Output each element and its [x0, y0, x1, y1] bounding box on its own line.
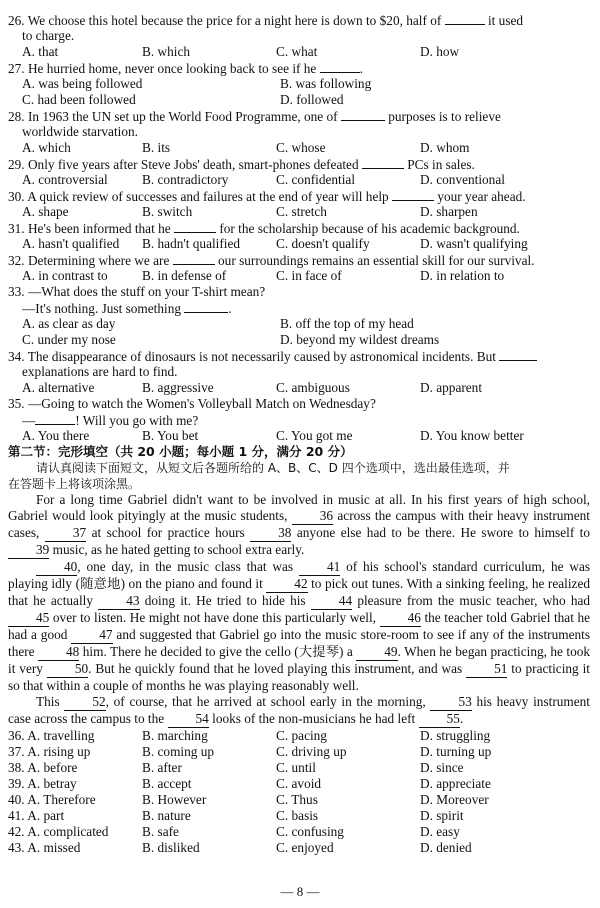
cloze-option-row	[8, 760, 590, 776]
cloze-option-row	[8, 808, 590, 824]
cloze-blank: 53	[430, 694, 471, 711]
question-stem-cont: to charge.	[22, 28, 75, 43]
option-row	[8, 92, 590, 108]
question-stem-tail: ! Will you go with me?	[75, 413, 199, 428]
option-row	[8, 332, 590, 348]
option-row	[8, 316, 590, 332]
option-a: 37. A. rising up	[8, 744, 91, 759]
question-stem-tail: PCs in sales.	[407, 157, 475, 172]
option-a: 41. A. part	[8, 808, 65, 823]
question-32	[8, 252, 590, 284]
cloze-blank: 52	[64, 694, 105, 711]
option-c: C. doesn't qualify	[276, 236, 370, 251]
passage-text: over to listen. He might not have done this particularly well,	[52, 610, 376, 625]
answer-blank	[173, 252, 215, 265]
cloze-blank: 47	[71, 627, 112, 644]
question-stem-cont: explanations are hard to find.	[22, 364, 178, 379]
answer-blank	[392, 188, 434, 201]
option-c: C. had been followed	[22, 92, 136, 107]
option-a: 39. A. betray	[8, 776, 77, 791]
answer-blank	[499, 348, 537, 361]
option-b: B. its	[142, 140, 171, 155]
passage-text: , of course, that he arrived at school early in the morning,	[105, 694, 426, 709]
answer-blank	[184, 300, 228, 313]
option-a: A. as clear as day	[22, 316, 116, 331]
option-a: 42. A. complicated	[8, 824, 109, 839]
passage-text: anyone else had to be there. He swore to himself to	[296, 525, 591, 540]
option-row	[8, 76, 590, 92]
cloze-option-row	[8, 744, 590, 760]
question-stem: He's been informed that he	[27, 221, 171, 236]
question-stem: Only five years after Steve Jobs' death, smart-phones defeated	[27, 157, 359, 172]
question-30	[8, 188, 590, 220]
option-a: 36. A. travelling	[8, 728, 95, 743]
option-a: 38. A. before	[8, 760, 78, 775]
question-26	[8, 12, 590, 60]
option-c: C. enjoyed	[276, 840, 334, 855]
question-stem-tail: your year ahead.	[437, 189, 526, 204]
passage-text: music, as he hated getting to school extra early.	[52, 542, 305, 557]
option-b: B. disliked	[142, 840, 200, 855]
option-d: D. sharpen	[420, 204, 478, 219]
passage-text: . But he quickly found that he loved playing this instrument, and was	[88, 661, 463, 676]
option-d: D. Moreover	[420, 792, 489, 807]
question-stem-tail: for the scholarship because of his academic background.	[219, 221, 520, 236]
cloze-blank: 45	[8, 610, 49, 627]
question-27	[8, 60, 590, 108]
passage-text: him. There he decided to give the cello (大提琴) a	[82, 644, 353, 659]
question-stem: —Going to watch the Women's Volleyball Match on Wednesday?	[27, 396, 376, 411]
question-stem: Determining where we are	[27, 253, 170, 268]
exam-page	[8, 12, 590, 856]
passage-text: of his school's standard curriculum, he was playing idly (随意地) on the piano and found it	[8, 559, 591, 591]
cloze-option-row	[8, 792, 590, 808]
cloze-blank: 41	[299, 559, 340, 576]
question-number: 34.	[8, 349, 25, 364]
question-stem-tail: .	[359, 61, 363, 76]
section-instructions: 请认真阅读下面短文，从短文后各题所给的 A、B、C、D 四个选项中，选出最佳选项，并	[36, 461, 510, 475]
option-d: D. conventional	[420, 172, 505, 187]
option-d: D. how	[420, 44, 460, 59]
answer-blank	[341, 108, 385, 121]
question-31	[8, 220, 590, 252]
paragraph-1	[8, 492, 590, 559]
cloze-option-row	[8, 840, 590, 856]
option-c: C. Thus	[276, 792, 318, 807]
cloze-option-row	[8, 728, 590, 744]
option-b: B. aggressive	[142, 380, 214, 395]
option-row	[8, 428, 590, 444]
passage-text: , one day, in the music class that was	[77, 559, 294, 574]
option-d: D. wasn't qualifying	[420, 236, 528, 251]
question-stem: —What does the stuff on your T-shirt mean?	[27, 284, 266, 299]
option-b: B. off the top of my head	[280, 316, 414, 331]
answer-blank	[320, 60, 360, 73]
option-a: A. that	[22, 44, 59, 59]
question-number: 27.	[8, 61, 25, 76]
cloze-blank: 43	[98, 593, 139, 610]
option-row	[8, 380, 590, 396]
option-d: D. You know better	[420, 428, 524, 443]
paragraph-2	[8, 559, 590, 694]
passage-text: across the campus with their heavy instrument cases,	[8, 508, 590, 540]
passage-text: looks of the non-musicians he had left	[212, 711, 416, 726]
question-28	[8, 108, 590, 156]
option-row	[8, 140, 590, 156]
dialogue-dash: —	[22, 413, 36, 428]
question-number: 28.	[8, 109, 25, 124]
option-b: B. hadn't qualified	[142, 236, 241, 251]
question-stem-cont: worldwide starvation.	[22, 124, 138, 139]
option-a: 40. A. Therefore	[8, 792, 96, 807]
option-b: B. marching	[142, 728, 208, 743]
answer-blank	[445, 12, 485, 25]
passage-text: .	[459, 711, 464, 726]
option-a: A. controversial	[22, 172, 108, 187]
question-number: 31.	[8, 221, 25, 236]
cloze-blank: 54	[168, 711, 209, 728]
option-b: B. contradictory	[142, 172, 229, 187]
option-d: D. whom	[420, 140, 470, 155]
cloze-passage	[8, 492, 590, 728]
section-title: 第二节：完形填空（共 20 小题；每小题 1 分，满分 20 分）	[8, 444, 353, 459]
passage-text: doing it. He tried to hide his	[144, 593, 306, 608]
option-b: B. was following	[280, 76, 372, 91]
question-33	[8, 284, 590, 348]
cloze-blank: 38	[250, 525, 291, 542]
question-number: 30.	[8, 189, 25, 204]
passage-text: pleasure from the music teacher, who had	[357, 593, 591, 608]
question-stem-tail: purposes is to relieve	[388, 109, 501, 124]
option-row	[8, 268, 590, 284]
question-35	[8, 396, 590, 444]
cloze-blank: 48	[38, 644, 79, 661]
passage-text: his heavy instrument case across the campus to the	[8, 694, 590, 726]
question-number: 33.	[8, 284, 25, 299]
question-stem-tail: it used	[487, 13, 524, 28]
question-29	[8, 156, 590, 188]
cloze-blank: 46	[380, 610, 421, 627]
option-a: A. hasn't qualified	[22, 236, 120, 251]
option-c: C. whose	[276, 140, 326, 155]
question-stem: He hurried home, never once looking back to see if he	[27, 61, 317, 76]
option-c: C. avoid	[276, 776, 322, 791]
passage-text: at school for practice hours	[91, 525, 245, 540]
passage-text: to pick out tunes. With a sinking feeling, he realized that he actually	[8, 576, 591, 608]
option-c: C. ambiguous	[276, 380, 350, 395]
option-a: A. in contrast to	[22, 268, 108, 283]
option-a: A. shape	[22, 204, 69, 219]
option-c: C. driving up	[276, 744, 347, 759]
option-b: B. after	[142, 760, 182, 775]
option-b: B. switch	[142, 204, 193, 219]
option-d: D. followed	[280, 92, 344, 107]
option-c: C. pacing	[276, 728, 327, 743]
option-a: A. was being followed	[22, 76, 143, 91]
answer-blank	[35, 412, 75, 425]
option-d: D. in relation to	[420, 268, 505, 283]
question-stem-tail: our surroundings remains an essential skill for our survival.	[218, 253, 535, 268]
option-b: B. which	[142, 44, 191, 59]
option-b: B. coming up	[142, 744, 215, 759]
question-number: 35.	[8, 396, 25, 411]
cloze-blank: 39	[8, 542, 49, 559]
option-d: D. appreciate	[420, 776, 491, 791]
option-c: C. until	[276, 760, 316, 775]
cloze-blank: 49	[356, 644, 397, 661]
question-stem: A quick review of successes and failures at the end of year will help	[27, 189, 389, 204]
page-number: — 8 —	[280, 884, 320, 899]
option-row	[8, 204, 590, 220]
option-d: D. since	[420, 760, 464, 775]
cloze-blank: 37	[45, 525, 86, 542]
cloze-options	[8, 728, 590, 856]
question-stem: We choose this hotel because the price for a night here is down to $20, half of	[27, 13, 442, 28]
option-row	[8, 236, 590, 252]
question-number: 29.	[8, 157, 25, 172]
cloze-blank: 44	[311, 593, 352, 610]
answer-blank	[174, 220, 216, 233]
question-stem-tail: .	[228, 301, 232, 316]
option-c: C. confusing	[276, 824, 344, 839]
option-b: B. in defense of	[142, 268, 227, 283]
cloze-blank: 51	[466, 661, 507, 678]
answer-blank	[362, 156, 404, 169]
passage-text: to practicing it so that within a couple of months he was playing reasonably well.	[8, 661, 590, 693]
option-d: D. beyond my wildest dreams	[280, 332, 440, 347]
option-c: C. confidential	[276, 172, 356, 187]
passage-text: For a long time Gabriel didn't want to be involved in music at all. In his first years of high school, Gabriel would look pityingly at the music students,	[8, 492, 590, 523]
option-c: C. in face of	[276, 268, 342, 283]
option-a: A. You there	[22, 428, 90, 443]
option-d: D. denied	[420, 840, 472, 855]
paragraph-3	[8, 694, 590, 728]
cloze-option-row	[8, 776, 590, 792]
cloze-blank: 36	[292, 508, 333, 525]
option-b: B. safe	[142, 824, 179, 839]
cloze-option-row	[8, 824, 590, 840]
option-d: D. turning up	[420, 744, 492, 759]
passage-text: . When he began practicing, he took it very	[8, 644, 591, 676]
cloze-blank: 55	[419, 711, 460, 728]
option-c: C. basis	[276, 808, 319, 823]
passage-text: This	[36, 694, 60, 709]
option-row	[8, 44, 590, 60]
option-d: D. spirit	[420, 808, 464, 823]
option-b: B. nature	[142, 808, 191, 823]
question-number: 32.	[8, 253, 25, 268]
option-c: C. You got me	[276, 428, 353, 443]
option-d: D. easy	[420, 824, 460, 839]
question-stem: In 1963 the UN set up the World Food Programme, one of	[27, 109, 338, 124]
option-c: C. stretch	[276, 204, 327, 219]
question-34	[8, 348, 590, 396]
option-c: C. what	[276, 44, 318, 59]
option-d: D. struggling	[420, 728, 491, 743]
option-b: B. accept	[142, 776, 192, 791]
option-b: B. You bet	[142, 428, 199, 443]
option-a: A. alternative	[22, 380, 95, 395]
option-d: D. apparent	[420, 380, 483, 395]
question-stem-cont: —It's nothing. Just something	[22, 301, 182, 316]
cloze-blank: 50	[47, 661, 88, 678]
passage-text: the teacher told Gabriel that he had a good	[8, 610, 591, 642]
section-instructions-cont: 在答题卡上将该项涂黑。	[8, 477, 141, 491]
option-b: B. However	[142, 792, 207, 807]
option-row	[8, 172, 590, 188]
option-a: 43. A. missed	[8, 840, 81, 855]
cloze-blank: 42	[266, 576, 307, 593]
option-a: A. which	[22, 140, 71, 155]
question-number: 26.	[8, 13, 25, 28]
passage-text: and suggested that Gabriel go into the music store-room to see if any of the instruments there	[8, 627, 590, 659]
question-stem: The disappearance of dinosaurs is not necessarily caused by astronomical incidents. But	[27, 349, 496, 364]
cloze-blank: 40	[36, 559, 77, 576]
option-c: C. under my nose	[22, 332, 116, 347]
